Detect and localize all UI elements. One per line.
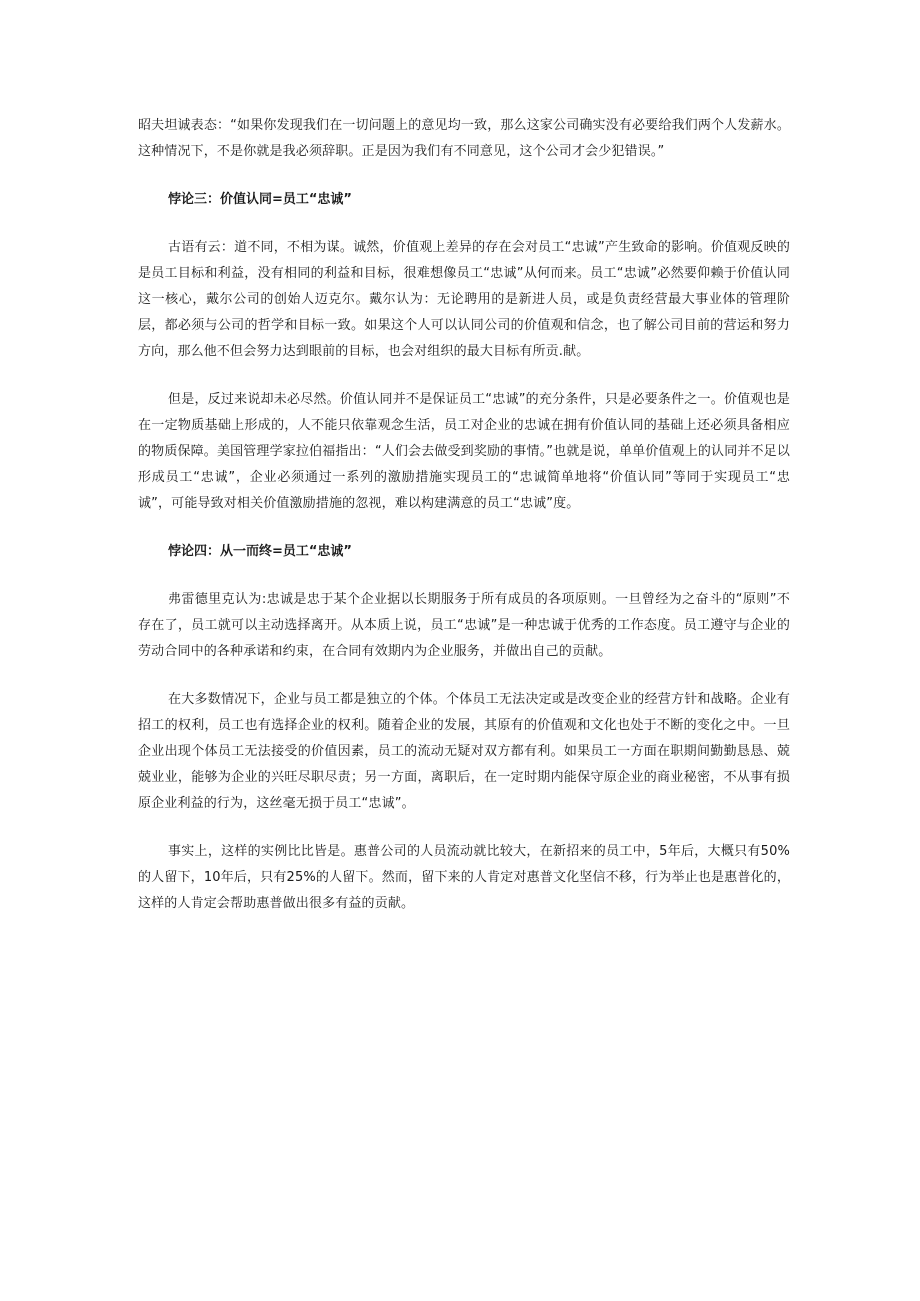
paragraph-4: 弗雷德里克认为:忠诚是忠于某个企业据以长期服务于所有成员的各项原则。一旦曾经为之奋斗的“原则”不存在了，员工就可以主动选择离开。从本质上说，员工“忠诚”是一种忠诚于优秀的工作态度。员工遵守与企业的劳动合同中的各种承诺和约束，在合同有效期内为企业服务，并做出自己的贡献。 [138,592,790,659]
spacer [138,565,790,587]
section-heading-3: 悖论三：价值认同=员工“忠诚” [168,192,352,207]
paragraph-3: 但是，反过来说却未必尽然。价值认同并不是保证员工“忠诚”的充分条件，只是必要条件之一。价值观也是在一定物质基础上形成的，人不能只依靠观念生活，员工对企业的忠诚在拥有价值认同的基础上还必须具备相应的物质保障。美国管理学家拉伯福指出：“人们会去做受到奖励的事情。”也就是说，单单价值观上的认同并不足以形成员工“忠诚”，企业必须通过一系列的激励措施实现员工的“忠诚简单地将“价值认同”等同于实现员工“忠诚”，可能导致对相关价值激励措施的忽视，难以构建满意的员工“忠诚”度。 [138,392,790,511]
section-heading-4: 悖论四：从一而终=员工“忠诚” [168,544,352,559]
spacer [138,213,790,235]
paragraph-6: 事实上，这样的实例比比皆是。惠普公司的人员流动就比较大，在新招来的员工中，5年后，大概只有50%的人留下，10年后，只有25%的人留下。然而，留下来的人肯定对惠普文化坚信不移，行为举止也是惠普化的，这样的人肯定会帮助惠普做出很多有益的贡献。 [138,844,790,911]
spacer [138,165,790,187]
spacer [138,365,790,387]
paragraph-5: 在大多数情况下，企业与员工都是独立的个体。个体员工无法决定或是改变企业的经营方针和战略。企业有招工的权利，员工也有选择企业的权利。随着企业的发展，其原有的价值观和文化也处于不断的变化之中。一旦企业出现个体员工无法接受的价值因素，员工的流动无疑对双方都有利。如果员工一方面在职期间勤勤恳恳、兢兢业业，能够为企业的兴旺尽职尽责；另一方面，离职后，在一定时期内能保守原企业的商业秘密，不从事有损原企业利益的行为，这丝毫无损于员工“忠诚”。 [138,692,790,811]
spacer [138,517,790,539]
spacer [138,817,790,839]
spacer [138,665,790,687]
paragraph-2: 古语有云：道不同，不相为谋。诚然，价值观上差异的存在会对员工“忠诚”产生致命的影响。价值观反映的是员工目标和利益，没有相同的利益和目标，很难想像员工“忠诚”从何而来。员工“忠诚”必然要仰赖于价值认同这一核心，戴尔公司的创始人迈克尔。戴尔认为：无论聘用的是新进人员，或是负责经营最大事业体的管理阶层，都必须与公司的哲学和目标一致。如果这个人可以认同公司的价值观和信念，也了解公司目前的营运和努力方向，那么他不但会努力达到眼前的目标，也会对组织的最大目标有所贡.献。 [138,240,790,359]
document-body [138,113,790,917]
paragraph-1: 昭夫坦诚表态：“如果你发现我们在一切问题上的意见均一致，那么这家公司确实没有必要给我们两个人发薪水。这种情况下，不是你就是我必须辞职。正是因为我们有不同意见，这个公司才会少犯错误。” [138,118,790,159]
